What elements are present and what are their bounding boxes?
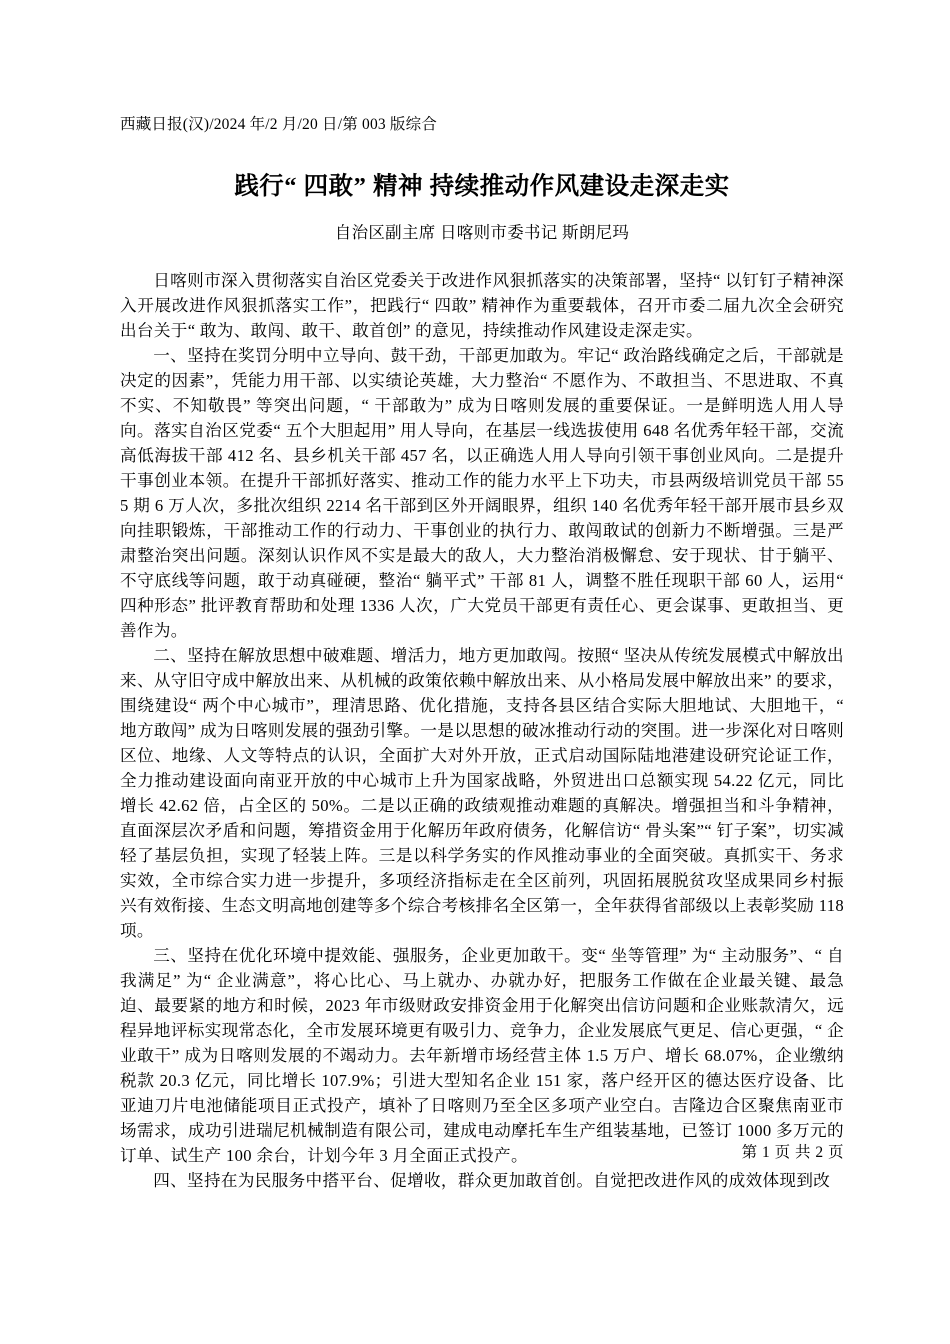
masthead-source-line: 西藏日报(汉)/2024 年/2 月/20 日/第 003 版综合: [120, 116, 438, 133]
paragraph-section-4: 四、坚持在为民服务中搭平台、促增收，群众更加敢首创。自觉把改进作风的成效体现到改: [153, 1171, 831, 1190]
paragraph-section-3: 三、坚持在优化环境中提效能、强服务，企业更加敢干。变“ 坐等管理” 为“ 主动服务”、“ 自我满足” 为“ 企业满意”，将心比心、马上就办、办就办好，把服务工作做在企业最关键、最急迫、最要紧的地方和时候，2023 年市级财政安排资金用于化解突出信访问题和企业账款清欠，远程异地评标实现常态化，全市发展环境更有吸引力、竞争力，企业发展底气更足、信心更强，“ 企业敢干” 成为日喀则发展的不竭动力。去年新增市场经营主体 1.5 万户、增长 68.07%，企业缴纳税款 20.3 亿元，同比增长 107.9%；引进大型知名企业 151 家，落户经开区的德达医疗设备、比亚迪刀片电池储能项目正式投产，填补了日喀则乃至全区多项产业空白。吉隆边合区聚焦南亚市场需求，成功引进瑞尼机械制造有限公司，建成电动摩托车生产组装基地，已签订 1000 多万元的订单、试生产 100 余台，计划今年 3 月全面正式投产。: [120, 946, 844, 1165]
paragraph-section-1: 一、坚持在奖罚分明中立导向、鼓干劲，干部更加敢为。牢记“ 政治路线确定之后，干部就是决定的因素”，凭能力用干部、以实绩论英雄，大力整治“ 不愿作为、不敢担当、不思进取、不真不实、不知敬畏” 等突出问题，“ 干部敢为” 成为日喀则发展的重要保证。一是鲜明选人用人导向。落实自治区党委“ 五个大胆起用” 用人导向，在基层一线选拔使用 648 名优秀年轻干部，交流高低海拔干部 412 名、县乡机关干部 457 名，以正确选人用人导向引领干事创业风向。二是提升干事创业本领。在提升干部抓好落实、推动工作的能力水平上下功夫，市县两级培训党员干部 555 期 6 万人次，多批次组织 2214 名干部到区外开阔眼界，组织 140 名优秀年轻干部开展市县乡双向挂职锻炼，干部推动工作的行动力、干事创业的执行力、敢闯敢试的创新力不断增强。三是严肃整治突出问题。深刻认识作风不实是最大的敌人，大力整治消极懈怠、安于现状、甘于躺平、不守底线等问题，敢于动真碰硬，整治“ 躺平式” 干部 81 人，调整不胜任现职干部 60 人，运用“ 四种形态” 批评教育帮助和处理 1336 人次，广大党员干部更有责任心、更会谋事、更敢担当、更善作为。: [120, 346, 844, 640]
paragraph-section-2: 二、坚持在解放思想中破难题、增活力，地方更加敢闯。按照“ 坚决从传统发展模式中解放出来、从守旧守成中解放出来、从机械的政策依赖中解放出来、从小格局发展中解放出来” 的要求，围绕建设“ 两个中心城市”，理清思路、优化措施，支持各县区结合实际大胆地试、大胆地干，“ 地方敢闯” 成为日喀则发展的强劲引擎。一是以思想的破冰推动行动的突围。进一步深化对日喀则区位、地缘、人文等特点的认识，全面扩大对外开放，正式启动国际陆地港建设研究论证工作，全力推动建设面向南亚开放的中心城市上升为国家战略，外贸进出口总额实现 54.22 亿元，同比增长 42.62 倍，占全区的 50%。二是以正确的政绩观推动难题的真解决。增强担当和斗争精神，直面深层次矛盾和问题，筹措资金用于化解历年政府债务，化解信访“ 骨头案”“ 钉子案”，切实减轻了基层负担，实现了轻装上阵。三是以科学务实的作风推动事业的全面突破。真抓实干、务求实效，全市综合实力进一步提升，多项经济指标走在全区前列，巩固拓展脱贫攻坚成果同乡村振兴有效衔接、生态文明高地创建等多个综合考核排名全区第一，全年获得省部级以上表彰奖励 118 项。: [120, 646, 844, 940]
page-title: 践行“ 四敢” 精神 持续推动作风建设走深走实: [234, 173, 730, 200]
document-content: [120, 112, 844, 1193]
page-number-footer: 第 1 页 共 2 页: [741, 1144, 844, 1161]
article-body: [120, 268, 844, 1193]
byline: 自治区副主席 日喀则市委书记 斯朗尼玛: [334, 223, 630, 242]
paragraph-intro: 日喀则市深入贯彻落实自治区党委关于改进作风狠抓落实的决策部署，坚持“ 以钉钉子精神深入开展改进作风狠抓落实工作”，把践行“ 四敢” 精神作为重要载体，召开市委二届九次全会研究出台关于“ 敢为、敢闯、敢干、敢首创” 的意见，持续推动作风建设走深走实。: [120, 271, 844, 340]
